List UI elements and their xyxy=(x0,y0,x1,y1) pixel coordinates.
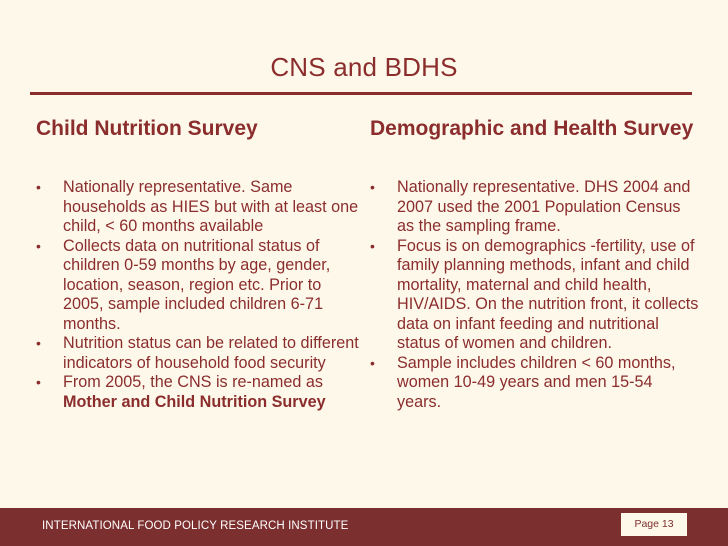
slide-title: CNS and BDHS xyxy=(270,52,458,82)
list-item xyxy=(370,354,700,413)
list-item xyxy=(36,178,366,237)
bullet-text: Nutrition status can be related to different indicators of household food security xyxy=(63,334,359,372)
list-item xyxy=(370,178,700,237)
bullet-text: Collects data on nutritional status of children 0-59 months by age, gender, location, season, region etc. Prior to 2005, sample included children 6-71 months. xyxy=(63,236,331,333)
right-bullet-list xyxy=(370,178,700,412)
footer-organization: INTERNATIONAL FOOD POLICY RESEARCH INSTITUTE xyxy=(42,520,349,532)
left-column-heading: Child Nutrition Survey xyxy=(36,117,258,140)
bullet-text: Sample includes children < 60 months, women 10-49 years and men 15-54 years. xyxy=(397,353,676,411)
list-item xyxy=(36,373,366,412)
left-bullet-list xyxy=(36,178,366,412)
bullet-icon: • xyxy=(36,237,41,254)
title-underline xyxy=(30,92,692,95)
bullet-text: Nationally representative. Same households as HIES but with at least one child, < 60 months available xyxy=(63,178,359,235)
right-column-heading: Demographic and Health Survey xyxy=(370,117,694,140)
page-number: Page 13 xyxy=(621,513,687,536)
list-item xyxy=(36,334,366,373)
bullet-icon: • xyxy=(36,374,41,390)
bullet-text: Nationally representative. DHS 2004 and 2007 used the 2001 Population Census as the sampling frame. xyxy=(397,178,691,235)
bullet-text-prefix: From 2005, the CNS is re-named as xyxy=(63,373,324,391)
bullet-icon: • xyxy=(36,179,41,195)
list-item xyxy=(370,237,700,354)
bullet-icon: • xyxy=(370,179,375,195)
bullet-text: Focus is on demographics -fertility, use of family planning methods, infant and child mortality, maternal and child health, HIV/AIDS. On the nutrition front, it collects data on infant feeding and nutritional status of women and children. xyxy=(397,236,699,352)
bullet-icon: • xyxy=(36,335,41,351)
list-item xyxy=(36,237,366,335)
bullet-icon: • xyxy=(370,237,375,254)
bullet-text-bold: Mother and Child Nutrition Survey xyxy=(63,392,326,411)
bullet-icon: • xyxy=(370,354,375,371)
